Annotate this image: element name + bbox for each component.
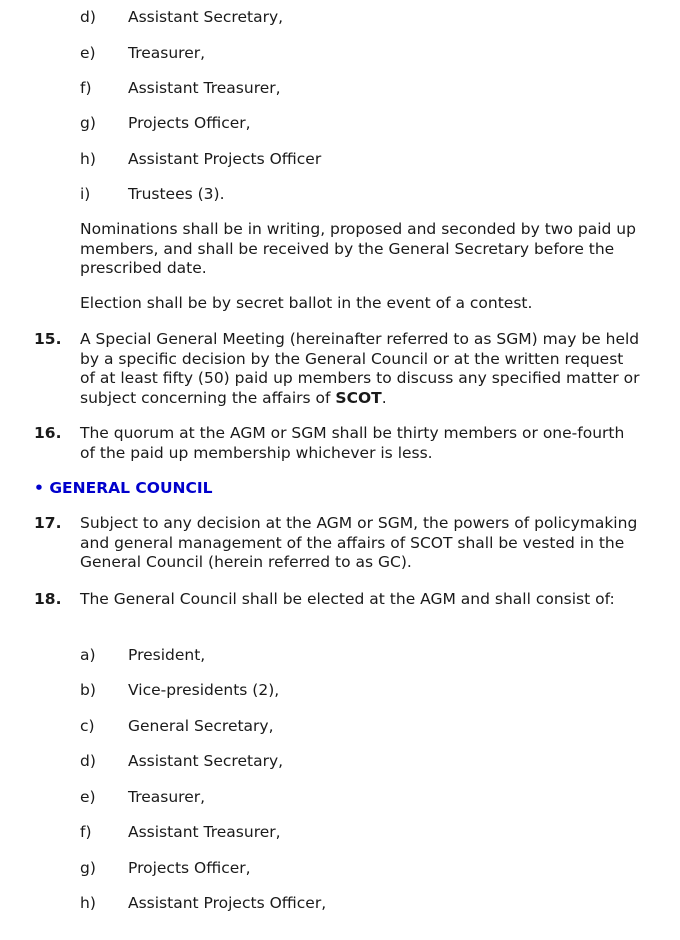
list-letter: h) (80, 150, 96, 168)
clause-number: 15. (34, 330, 62, 348)
list-letter: f) (80, 79, 92, 97)
list-item (80, 6, 283, 28)
list-letter: i) (80, 185, 91, 203)
section-heading (34, 477, 213, 499)
clause-15-end: . (381, 389, 387, 408)
list-item (80, 183, 225, 205)
list-letter: d) (80, 8, 96, 26)
list-letter: g) (80, 114, 96, 132)
list-text: Treasurer, (128, 788, 206, 806)
list-letter: e) (80, 44, 96, 62)
list-text: President, (128, 646, 206, 664)
section-heading-text: GENERAL COUNCIL (49, 479, 213, 497)
list-letter: h) (80, 894, 96, 912)
list-item (80, 821, 281, 843)
list-letter: c) (80, 717, 95, 735)
clause-18 (34, 590, 640, 610)
bullet-icon: • (34, 479, 44, 497)
list-item (80, 892, 326, 914)
list-item (80, 77, 281, 99)
list-letter: e) (80, 788, 96, 806)
list-text: General Secretary, (128, 717, 274, 735)
list-letter: a) (80, 646, 96, 664)
clause-17 (34, 514, 640, 573)
list-item (80, 148, 321, 170)
clause-text: The General Council shall be elected at the AGM and shall consist of: (80, 590, 615, 608)
election-paragraph: Election shall be by secret ballot in the event of a contest. (80, 294, 533, 312)
list-item (80, 112, 251, 134)
list-letter: f) (80, 823, 92, 841)
list-item (80, 644, 205, 666)
clause-15-text: A Special General Meeting (hereinafter referred to as SGM) may be held by a specific decision by the General Council or at the written request of at least fifty (50) paid up members to discuss any specified matter or subject concerning the affairs of (80, 330, 640, 408)
clause-number: 18. (34, 590, 62, 608)
list-text: Assistant Secretary, (128, 752, 284, 770)
list-item (80, 857, 251, 879)
list-text: Assistant Secretary, (128, 8, 284, 26)
list-item (80, 42, 205, 64)
list-text: Assistant Projects Officer, (128, 894, 327, 912)
clause-text (80, 330, 640, 409)
clause-text: Subject to any decision at the AGM or SGM, the powers of policymaking and general management of the affairs of SCOT shall be vested in the General Council (herein referred to as GC). (80, 514, 638, 572)
clause-15 (34, 330, 640, 409)
list-text: Projects Officer, (128, 859, 251, 877)
list-text: Assistant Treasurer, (128, 79, 281, 97)
list-letter: d) (80, 752, 96, 770)
clause-16 (34, 424, 640, 463)
clause-number: 17. (34, 514, 62, 532)
list-text: Trustees (3). (128, 185, 225, 203)
scot-emphasis: SCOT (335, 389, 382, 408)
clause-number: 16. (34, 424, 62, 442)
nominations-paragraph: Nominations shall be in writing, proposed and seconded by two paid up members, and shall be received by the General Secretary before the prescribed date. (80, 220, 636, 278)
list-letter: b) (80, 681, 96, 699)
list-item (80, 715, 274, 737)
clause-text: The quorum at the AGM or SGM shall be thirty members or one-fourth of the paid up membership whichever is less. (80, 424, 625, 462)
list-item (80, 679, 279, 701)
list-text: Vice-presidents (2), (128, 681, 280, 699)
list-text: Treasurer, (128, 44, 206, 62)
list-text: Assistant Projects Officer (128, 150, 322, 168)
list-item (80, 786, 205, 808)
list-letter: g) (80, 859, 96, 877)
list-item (80, 750, 283, 772)
list-text: Assistant Treasurer, (128, 823, 281, 841)
list-text: Projects Officer, (128, 114, 251, 132)
